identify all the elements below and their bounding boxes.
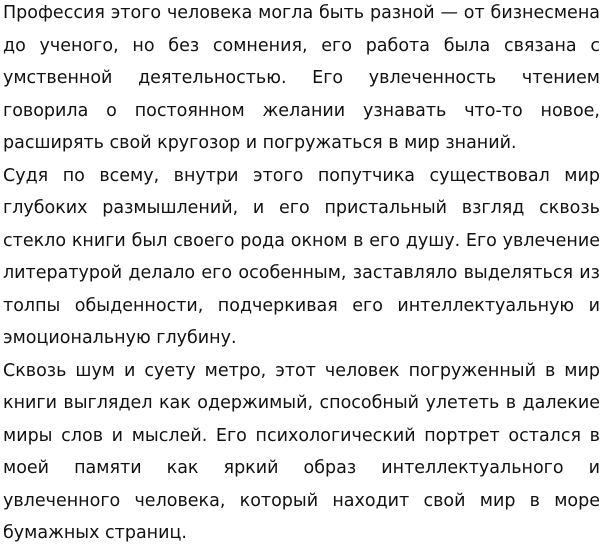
paragraph-reflections: Судя по всему, внутри этого попутчика существовал мир глубоких размышлений, и его пристальный взгляд сквозь стекло книги был своего рода окном в его душу. Его увлечение литературой делало его особенным, заставляло выделяться из толпы обыденности, подчеркивая его интеллектуальную и эмоциональную глубину. bbox=[3, 165, 600, 348]
paragraph-metro: Сквозь шум и суету метро, этот человек погруженный в мир книги выглядел как одержимый, способный улететь в далекие миры слов и мыслей. Его психологический портрет остался в моей памяти как яркий образ интеллектуального и увлеченного человека, который находит свой мир в море бумажных страниц. bbox=[3, 360, 600, 543]
paragraph-profession: Профессия этого человека могла быть разной — от бизнесмена до ученого, но без сомнения, его работа была связана с умственной деятельностью. Его увлеченность чтением говорила о постоянном желании узнавать что-то новое, расширять свой кругозор и погружаться в мир знаний. bbox=[3, 3, 600, 153]
